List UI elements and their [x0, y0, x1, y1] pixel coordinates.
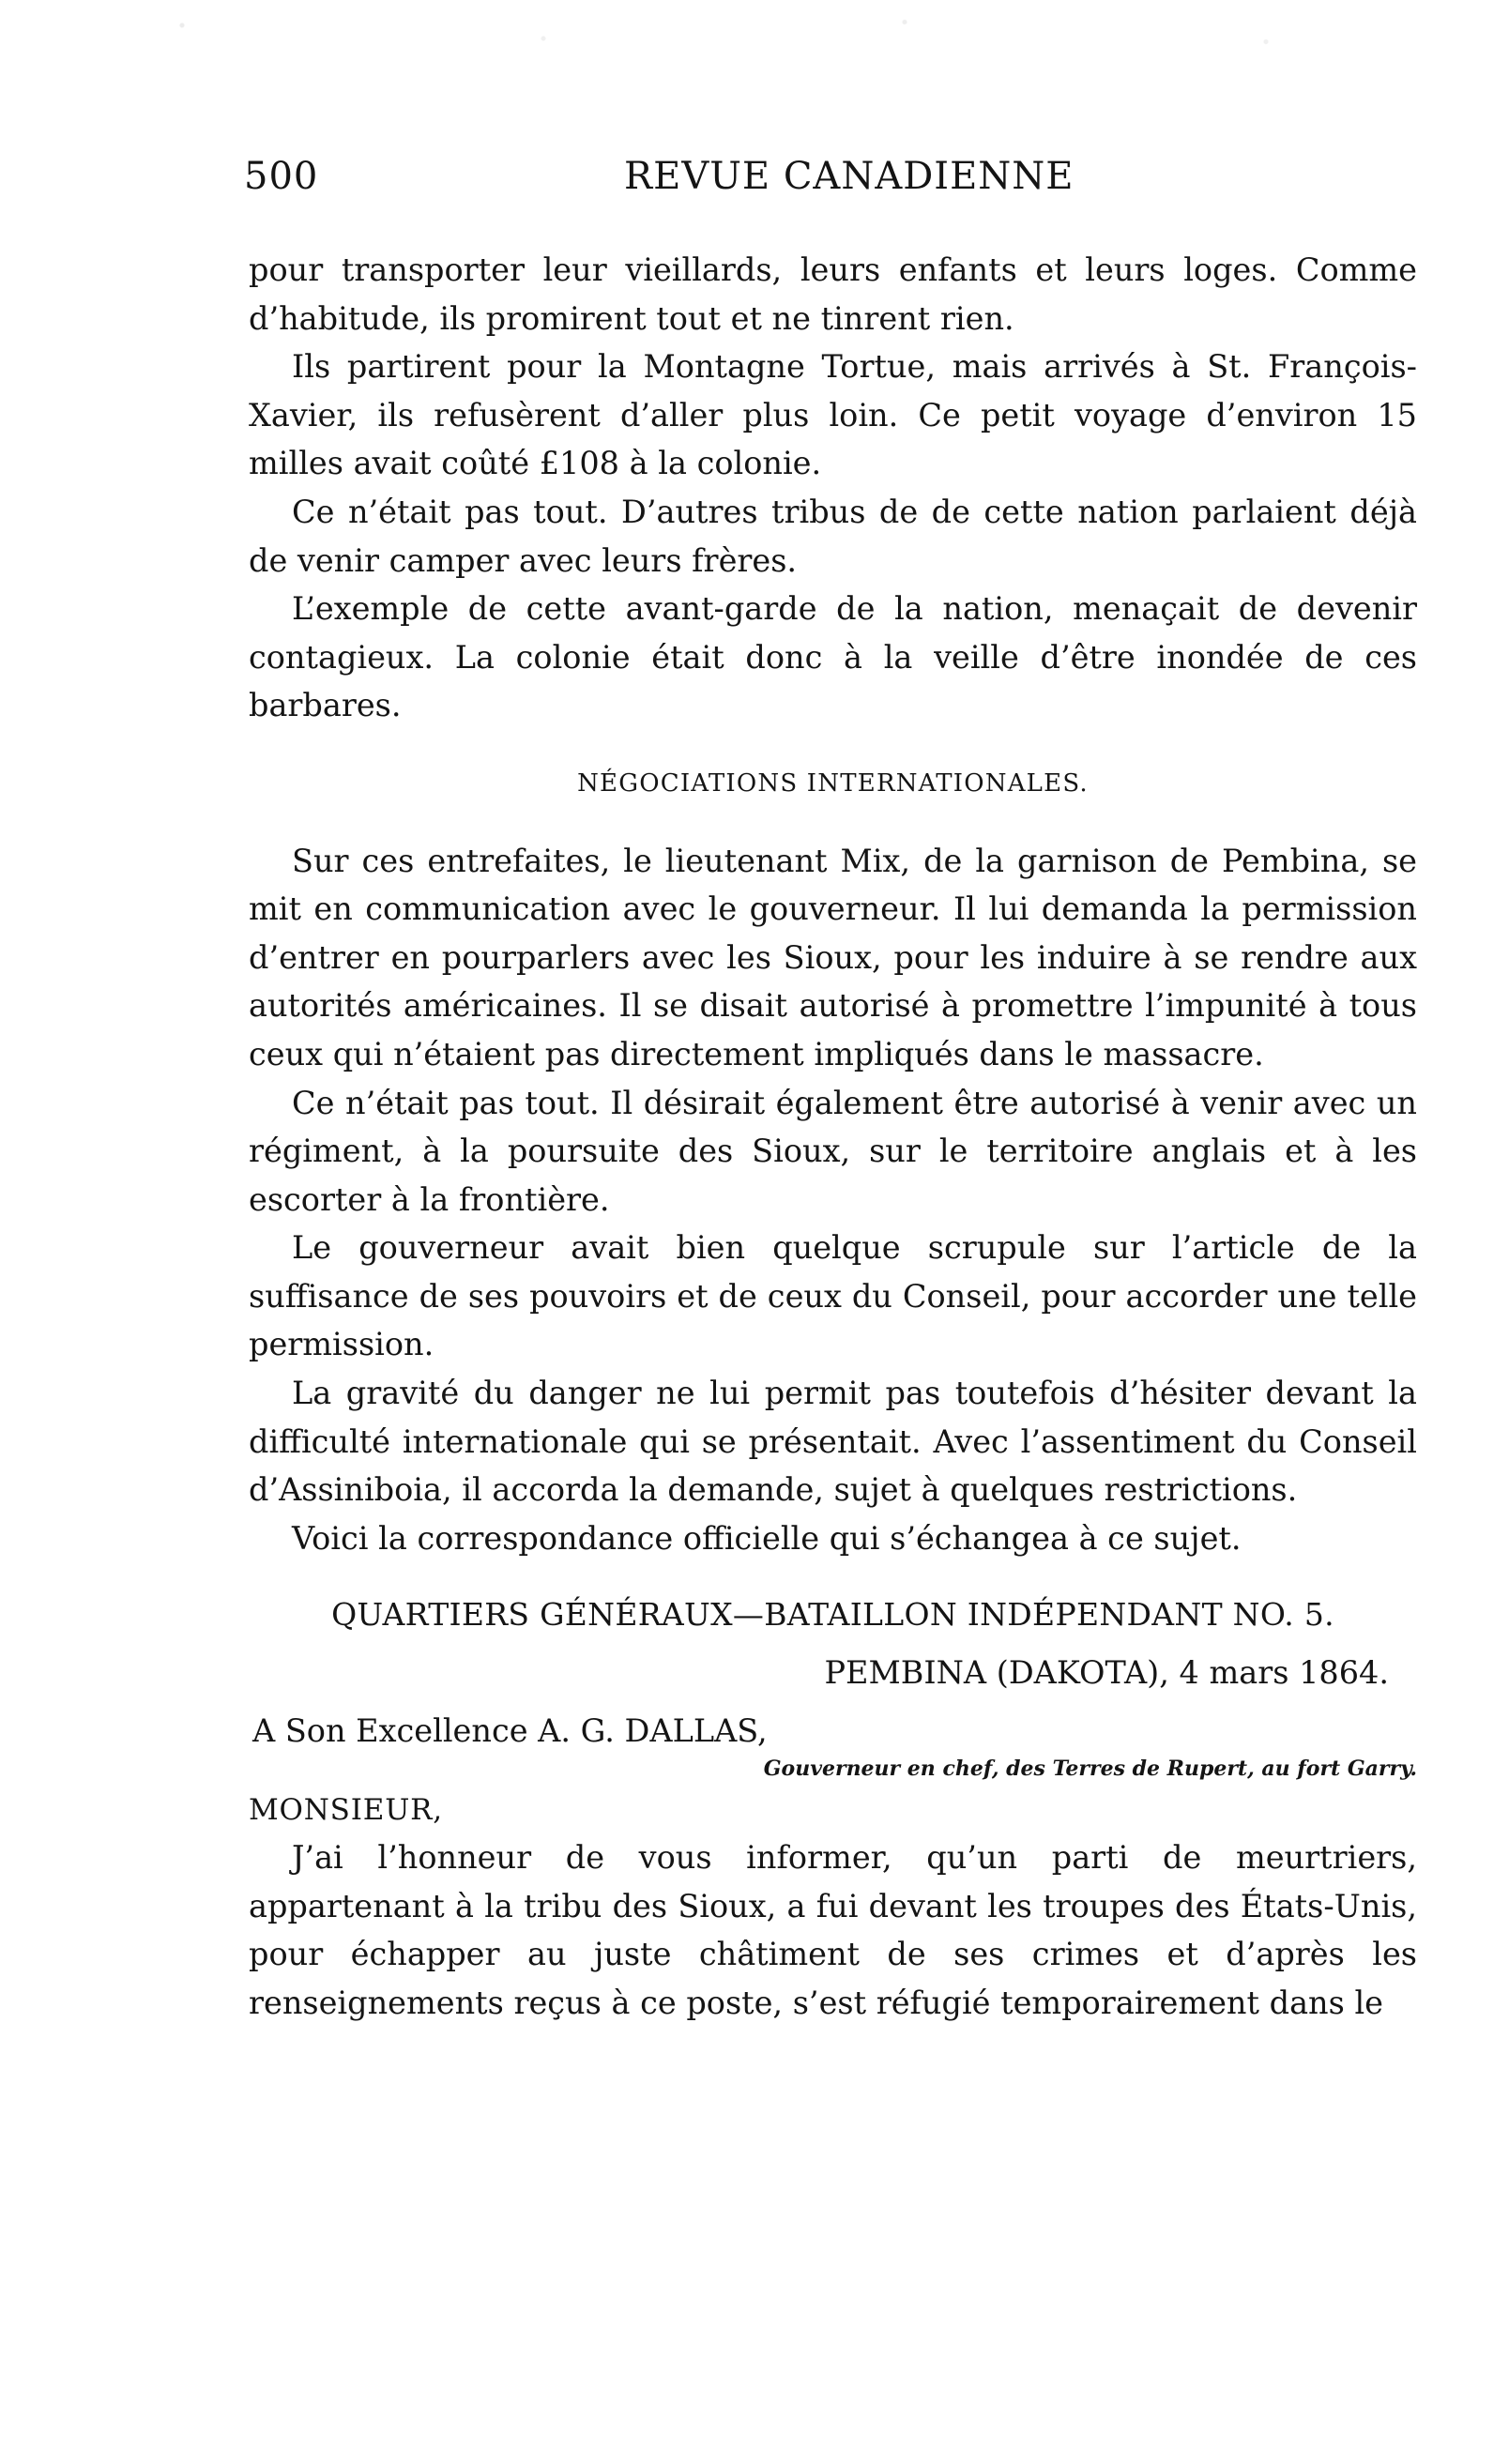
letter-salutation: MONSIEUR, — [249, 1793, 443, 1828]
letter-place-date: PEMBINA (DAKOTA), 4 mars 1864. — [824, 1654, 1389, 1692]
running-title: REVUE CANADIENNE — [624, 155, 1075, 198]
running-head — [244, 155, 1389, 211]
paragraph: Sur ces entrefaites, le lieutenant Mix, de la garnison de Pembina, se mit en communication avec le gouverneur. Il lui demanda la permission d’entrer en pourparlers avec les Sioux, pour les induire à se rendre aux autorités américaines. Il se disait autorisé à promettre l’impunité à tous ceux qui n’étaient pas directement impliqués dans le massacre. — [249, 842, 1417, 1072]
page-number: 500 — [244, 155, 319, 198]
letter-addressee-title: Gouverneur en chef, des Terres de Rupert, au fort Garry. — [763, 1757, 1417, 1782]
paragraph: La gravité du danger ne lui permit pas toutefois d’hésiter devant la difficulté internationale qui se présentait. Avec l’assentiment du Conseil d’Assiniboia, il accorda la demande, sujet à quelques restrictions. — [249, 1375, 1417, 1509]
paragraph: Le gouverneur avait bien quelque scrupule sur l’article de la suffisance de ses pouvoirs et de ceux du Conseil, pour accorder une telle permission. — [249, 1229, 1417, 1363]
paragraph: pour transporter leur vieillards, leurs enfants et leurs loges. Comme d’habitude, ils promirent tout et ne tinrent rien. — [249, 251, 1417, 337]
section-heading: NÉGOCIATIONS INTERNATIONALES. — [577, 768, 1089, 798]
paragraph: L’exemple de cette avant-garde de la nation, menaçait de devenir contagieux. La colonie était donc à la veille d’être inondée de ces barbares. — [249, 590, 1417, 724]
scan-noise — [38, 6, 1483, 71]
paragraph: Ils partirent pour la Montagne Tortue, mais arrivés à St. François-Xavier, ils refusèrent d’aller plus loin. Ce petit voyage d’environ 15 milles avait coûté £108 à la colonie. — [249, 348, 1417, 482]
letter-addressee: A Son Excellence A. G. DALLAS, — [252, 1711, 768, 1749]
body-text — [249, 246, 1417, 2028]
paragraph: Voici la correspondance officielle qui s’échangea à ce sujet. — [292, 1519, 1242, 1557]
paragraph: Ce n’était pas tout. Il désirait également être autorisé à venir avec un régiment, à la poursuite des Sioux, sur le territoire anglais et à les escorter à la frontière. — [249, 1084, 1417, 1218]
paragraph: Ce n’était pas tout. D’autres tribus de de cette nation parlaient déjà de venir camper avec leurs frères. — [249, 493, 1417, 579]
letter-heading: QUARTIERS GÉNÉRAUX—BATAILLON INDÉPENDANT NO. 5. — [331, 1596, 1334, 1634]
letter-body: J’ai l’honneur de vous informer, qu’un parti de meurtriers, appartenant à la tribu des Sioux, a fui devant les troupes des États-Unis, pour échapper au juste châtiment de ses crimes et d’après les renseignements reçus à ce poste, s’est réfugié temporairement dans le — [249, 1839, 1417, 2021]
